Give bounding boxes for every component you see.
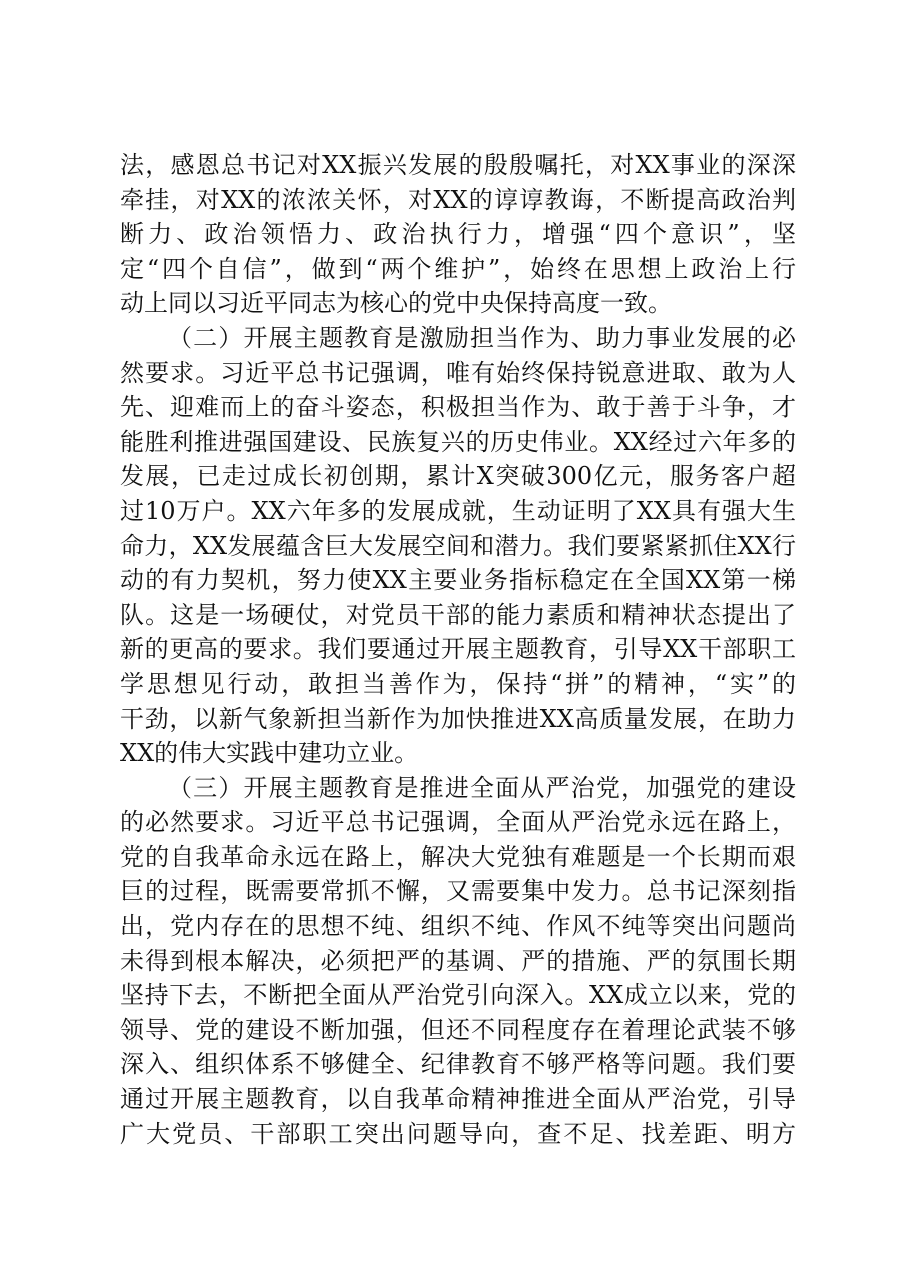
- text-line: 过10万户。XX六年多的发展成就，生动证明了XX具有强大生: [120, 496, 796, 525]
- text-line: 动的有力契机，努力使XX主要业务指标稳定在全国XX第一梯: [120, 566, 796, 595]
- text-line: 通过开展主题教育，以自我革命精神推进全面从严治党，引导: [120, 1085, 796, 1114]
- text-line: 广大党员、干部职工突出问题导向，查不足、找差距、明方: [120, 1119, 796, 1148]
- text-line: 党的自我革命永远在路上，解决大党独有难题是一个长期而艰: [120, 842, 796, 871]
- text-line: 巨的过程，既需要常抓不懈，又需要集中发力。总书记深刻指: [120, 877, 796, 906]
- text-line: 先、迎难而上的奋斗姿态，积极担当作为、敢于善于斗争，才: [120, 393, 796, 422]
- text-line: 的必然要求。习近平总书记强调，全面从严治党永远在路上，: [120, 808, 796, 837]
- text-line: 动上同以习近平同志为核心的党中央保持高度一致。: [120, 289, 672, 318]
- text-line: 能胜利推进强国建设、民族复兴的历史伟业。XX经过六年多的: [120, 427, 796, 456]
- text-line: （二）开展主题教育是激励担当作为、助力事业发展的必: [168, 323, 796, 352]
- text-line: XX的伟大实践中建功立业。: [120, 739, 419, 768]
- text-line: 命力，XX发展蕴含巨大发展空间和潜力。我们要紧紧抓住XX行: [120, 531, 796, 560]
- text-line: （三）开展主题教育是推进全面从严治党，加强党的建设: [168, 773, 796, 802]
- text-line: 未得到根本解决，必须把严的基调、严的措施、严的氛围长期: [120, 946, 796, 975]
- text-line: 断力、政治领悟力、政治执行力，增强“四个意识”，坚: [120, 220, 796, 249]
- text-line: 领导、党的建设不断加强，但还不同程度存在着理论武装不够: [120, 1015, 796, 1044]
- text-line: 干劲，以新气象新担当新作为加快推进XX高质量发展，在助力: [120, 704, 796, 733]
- text-line: 新的更高的要求。我们要通过开展主题教育，引导XX干部职工: [120, 635, 796, 664]
- text-line: 法，感恩总书记对XX振兴发展的殷殷嘱托，对XX事业的深深: [120, 151, 796, 179]
- text-line: 坚持下去，不断把全面从严治党引向深入。XX成立以来，党的: [120, 981, 796, 1010]
- text-line: 深入、组织体系不够健全、纪律教育不够严格等问题。我们要: [120, 1050, 796, 1079]
- text-line: 队。这是一场硬仗，对党员干部的能力素质和精神状态提出了: [120, 600, 796, 629]
- text-line: 出，党内存在的思想不纯、组织不纯、作风不纯等突出问题尚: [120, 912, 796, 941]
- text-line: 学思想见行动，敢担当善作为，保持“拼”的精神，“实”的: [120, 669, 796, 698]
- text-line: 牵挂，对XX的浓浓关怀，对XX的谆谆教诲，不断提高政治判: [120, 185, 796, 214]
- paragraph-3: [120, 771, 796, 1152]
- text-line: 定“四个自信”，做到“两个维护”，始终在思想上政治上行: [120, 254, 796, 283]
- paragraph-1: [120, 148, 796, 321]
- document-page: [120, 148, 796, 1151]
- paragraph-2: [120, 321, 796, 771]
- text-line: 发展，已走过成长初创期，累计X突破300亿元，服务客户超: [120, 462, 796, 491]
- text-line: 然要求。习近平总书记强调，唯有始终保持锐意进取、敢为人: [120, 358, 796, 387]
